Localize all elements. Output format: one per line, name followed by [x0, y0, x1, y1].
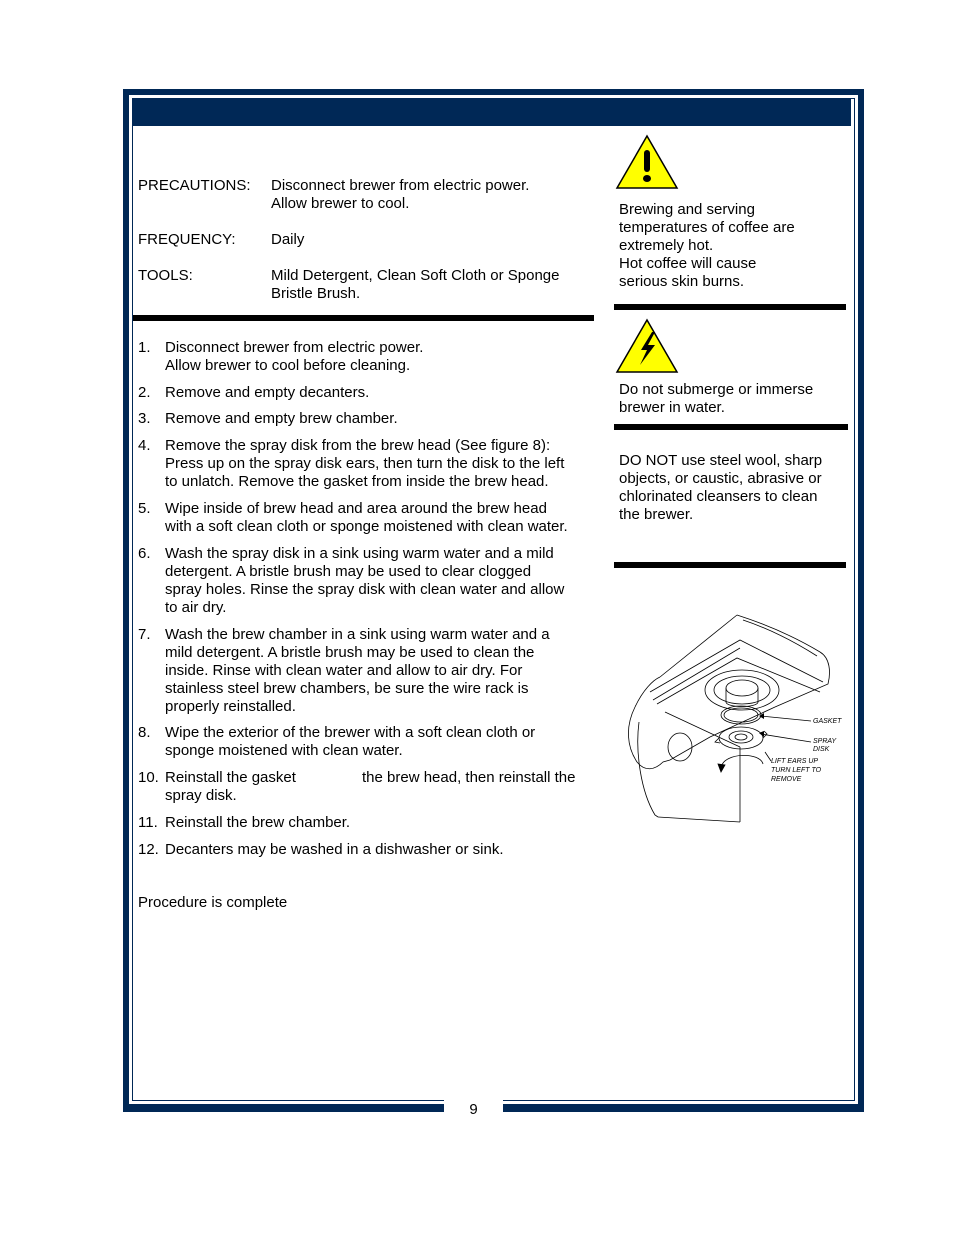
- step-number: 6.: [138, 545, 151, 562]
- step-number: 5.: [138, 500, 151, 517]
- step-text-line: to air dry.: [165, 599, 227, 616]
- shock-warning-line: Do not submerge or immerse: [619, 381, 814, 398]
- step-number: 4.: [138, 437, 151, 454]
- warning-triangle-icon: [615, 134, 679, 190]
- step-text-line: Wash the spray disk in a sink using warm water and a mild: [165, 545, 554, 562]
- precautions-line1: Disconnect brewer from electric power.: [271, 177, 530, 194]
- step-number: 11.: [138, 814, 158, 831]
- step-text-line: Press up on the spray disk ears, then turn the disk to the left: [165, 455, 565, 472]
- frequency-value: Daily: [271, 231, 305, 248]
- precautions-label: PRECAUTIONS:: [138, 177, 251, 194]
- step-number: 8.: [138, 724, 151, 741]
- tools-label: TOOLS:: [138, 267, 193, 284]
- step-text-line: spray holes. Rinse the spray disk with clean water and allow: [165, 581, 565, 598]
- step-text-line: detergent. A bristle brush may be used to clear clogged: [165, 563, 532, 580]
- step-number: 10.: [138, 769, 159, 786]
- hot-warning-line: serious skin burns.: [619, 273, 745, 290]
- figure-gasket-label: GASKET: [813, 718, 842, 725]
- step-text-line: Allow brewer to cool before cleaning.: [165, 357, 411, 374]
- step-number: 1.: [138, 339, 151, 356]
- step-text-line: Wash the brew chamber in a sink using warm water and a: [165, 626, 550, 643]
- step-text-line: Reinstall the gasket: [165, 769, 296, 786]
- step-number: 12.: [138, 841, 159, 858]
- step-text-line: Wipe inside of brew head and area around the brew head: [165, 500, 547, 517]
- step-number: 3.: [138, 410, 151, 427]
- warning-divider: [614, 304, 846, 310]
- step-text-line: Remove and empty decanters.: [165, 384, 370, 401]
- step-text-line: Remove and empty brew chamber.: [165, 410, 398, 427]
- hot-warning-line: temperatures of coffee are: [619, 219, 795, 236]
- figure-remove-label: REMOVE: [771, 776, 802, 783]
- caution-line: objects, or caustic, abrasive or: [619, 470, 822, 487]
- tools-line1: Mild Detergent, Clean Soft Cloth or Sponge: [271, 267, 560, 284]
- hot-warning-line: Hot coffee will cause: [619, 255, 757, 272]
- warning-divider: [614, 424, 848, 430]
- electric-shock-icon: [615, 318, 679, 374]
- step-text-line: with a soft clean cloth or sponge moistened with clean water.: [165, 518, 568, 535]
- step-text-line: Disconnect brewer from electric power.: [165, 339, 424, 356]
- section-header-bar: [132, 98, 851, 126]
- step-text-line: Decanters may be washed in a dishwasher or sink.: [165, 841, 504, 858]
- step-text-line: Reinstall the brew chamber.: [165, 814, 351, 831]
- step-text-line: inside. Rinse with clean water and allow to air dry. For: [165, 662, 523, 679]
- step-text-line: properly reinstalled.: [165, 698, 296, 715]
- caution-line: chlorinated cleansers to clean: [619, 488, 818, 505]
- figure-spray-label: SPRAY: [813, 738, 837, 745]
- figure-disk-label: DISK: [813, 746, 830, 753]
- hot-warning-line: Brewing and serving: [619, 201, 755, 218]
- figure-turn-label: TURN LEFT TO: [771, 767, 822, 774]
- figure-divider: [614, 562, 846, 568]
- procedure-complete-text: Procedure is complete: [138, 894, 288, 911]
- step-number: 2.: [138, 384, 151, 401]
- figure-lift-label: LIFT EARS UP: [771, 758, 819, 765]
- page-frame-shadow: [132, 98, 855, 1101]
- step-text-line: mild detergent. A bristle brush may be used to clean the: [165, 644, 535, 661]
- step-text-line: sponge moistened with clean water.: [165, 742, 403, 759]
- step-text-line-tail: the brew head, then reinstall the: [362, 769, 576, 786]
- step-text-line: spray disk.: [165, 787, 237, 804]
- step-number: 7.: [138, 626, 151, 643]
- shock-warning-line: brewer in water.: [619, 399, 725, 416]
- caution-line: DO NOT use steel wool, sharp: [619, 452, 823, 469]
- precautions-line2: Allow brewer to cool.: [271, 195, 410, 212]
- step-text-line: Wipe the exterior of the brewer with a soft clean cloth or: [165, 724, 536, 741]
- page-number: 9: [469, 1101, 478, 1118]
- spray-disk-figure: [625, 612, 850, 827]
- step-text-line: to unlatch. Remove the gasket from inside the brew head.: [165, 473, 549, 490]
- step-text-line: stainless steel brew chambers, be sure the wire rack is: [165, 680, 529, 697]
- frequency-label: FREQUENCY:: [138, 231, 236, 248]
- caution-line: the brewer.: [619, 506, 694, 523]
- tools-line2: Bristle Brush.: [271, 285, 361, 302]
- step-text-line: Remove the spray disk from the brew head (See figure 8):: [165, 437, 551, 454]
- info-divider: [133, 315, 594, 321]
- hot-warning-line: extremely hot.: [619, 237, 714, 254]
